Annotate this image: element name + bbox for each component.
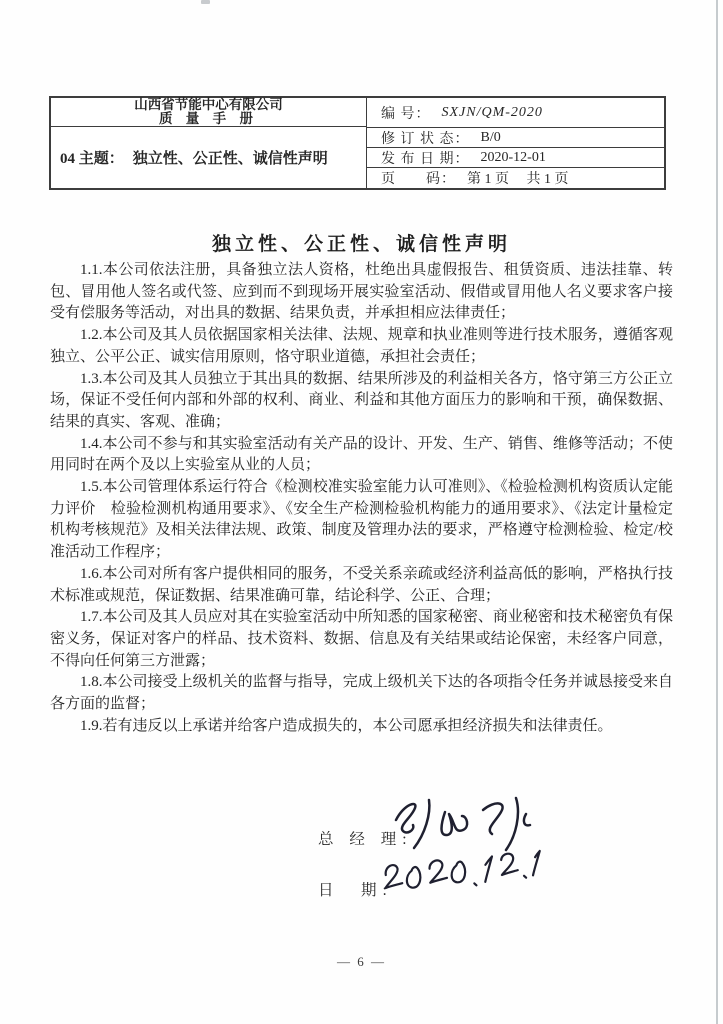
topic-value: 独立性、公正性、诚信性声明 bbox=[132, 151, 328, 167]
issue-date-row bbox=[367, 147, 664, 167]
doc-number-label: 编 号： bbox=[381, 106, 431, 122]
scan-edge-line bbox=[716, 0, 718, 1024]
revision-status-value: B/0 bbox=[480, 129, 501, 145]
manager-signature-handwriting bbox=[388, 794, 538, 856]
page-number-label: 页 码： bbox=[381, 172, 456, 187]
header-table bbox=[49, 96, 666, 190]
header-table-right-column bbox=[367, 98, 664, 188]
company-name: 山西省节能中心有限公司 bbox=[134, 96, 283, 112]
paragraph-1-2: 1.2.本公司及其人员依据国家相关法律、法规、规章和执业准则等进行技术服务，遵循客观独立、公平公正、诚实信用原则，恪守职业道德，承担社会责任； bbox=[50, 327, 673, 365]
date-handwriting bbox=[377, 849, 549, 906]
paragraph-1-9: 1.9.若有违反以上承诺并给客户造成损失的，本公司愿承担经济损失和法律责任。 bbox=[80, 717, 613, 734]
doc-number-value: SXJN/QM-2020 bbox=[441, 104, 543, 120]
revision-status-label: 修 订 状 态： bbox=[381, 131, 470, 147]
manual-title: 质 量 手 册 bbox=[158, 111, 259, 126]
header-table-left-column bbox=[51, 98, 367, 188]
paragraph-1-1: 1.1.本公司依法注册，具备独立法人资格，杜绝出具虚假报告、租赁资质、违法挂靠、转包、冒用他人签名或代签、应到而不到现场开展实验室活动、假借或冒用他人名义要求客户接受有偿服务等活动，对出具的数据、结果负责，并承担相应法律责任； bbox=[50, 262, 673, 322]
page-number-row bbox=[367, 167, 664, 188]
company-cell bbox=[51, 98, 366, 127]
document-body bbox=[50, 260, 673, 737]
paragraph-1-8: 1.8.本公司接受上级机关的监督与指导，完成上级机关下达的各项指令任务并诚恳接受来自各方面的监督； bbox=[50, 674, 673, 713]
paragraph-1-6: 1.6.本公司对所有客户提供相同的服务，不受关系亲疏或经济利益高低的影响，严格执行技术标准或规范，保证数据、结果准确可靠，结论科学、公正、合理； bbox=[50, 565, 673, 604]
issue-date-label: 发 布 日 期： bbox=[381, 151, 470, 167]
footer-page-number: — 6 — bbox=[337, 954, 386, 969]
paragraph-1-5: 1.5.本公司管理体系运行符合《检测校准实验室能力认可准则》、《检验检测机构资质认定能力评价 检验检测机构通用要求》、《安全生产检测检验机构能力的通用要求》、《法定计量检定机构考核规范》及相关法律法规、政策、制度及管理办法的要求，严格遵守检测检验、检定/校准活动工作程序； bbox=[50, 479, 673, 561]
general-manager-label: 总 经 理: bbox=[318, 831, 413, 848]
doc-number-row bbox=[367, 98, 664, 127]
document-title: 独立性、公正性、诚信性声明 bbox=[211, 234, 511, 255]
paragraph-1-4: 1.4.本公司不参与和其实验室活动有关产品的设计、开发、生产、销售、维修等活动；不使用同时在两个及以上实验室从业的人员； bbox=[50, 435, 673, 474]
topic-label: 04 主题： bbox=[60, 151, 124, 167]
scan-dust-speck bbox=[201, 0, 210, 4]
revision-status-row bbox=[367, 127, 664, 147]
topic-cell bbox=[51, 127, 366, 188]
page-number-value: 第 1 页 共 1 页 bbox=[467, 172, 569, 187]
paragraph-1-3: 1.3.本公司及其人员独立于其出具的数据、结果所涉及的利益相关各方，恪守第三方公正立场，保证不受任何内部和外部的权利、商业、利益和其他方面压力的影响和干预，确保数据、结果的真实、客观、准确； bbox=[50, 370, 673, 430]
issue-date-value: 2020-12-01 bbox=[480, 149, 546, 165]
date-label: 日 期: bbox=[318, 882, 393, 899]
paragraph-1-7: 1.7.本公司及其人员应对其在实验室活动中所知悉的国家秘密、商业秘密和技术秘密负有保密义务，保证对客户的样品、技术资料、数据、信息及有关结果或结论保密，未经客户同意，不得向任何第三方泄露； bbox=[50, 609, 673, 669]
